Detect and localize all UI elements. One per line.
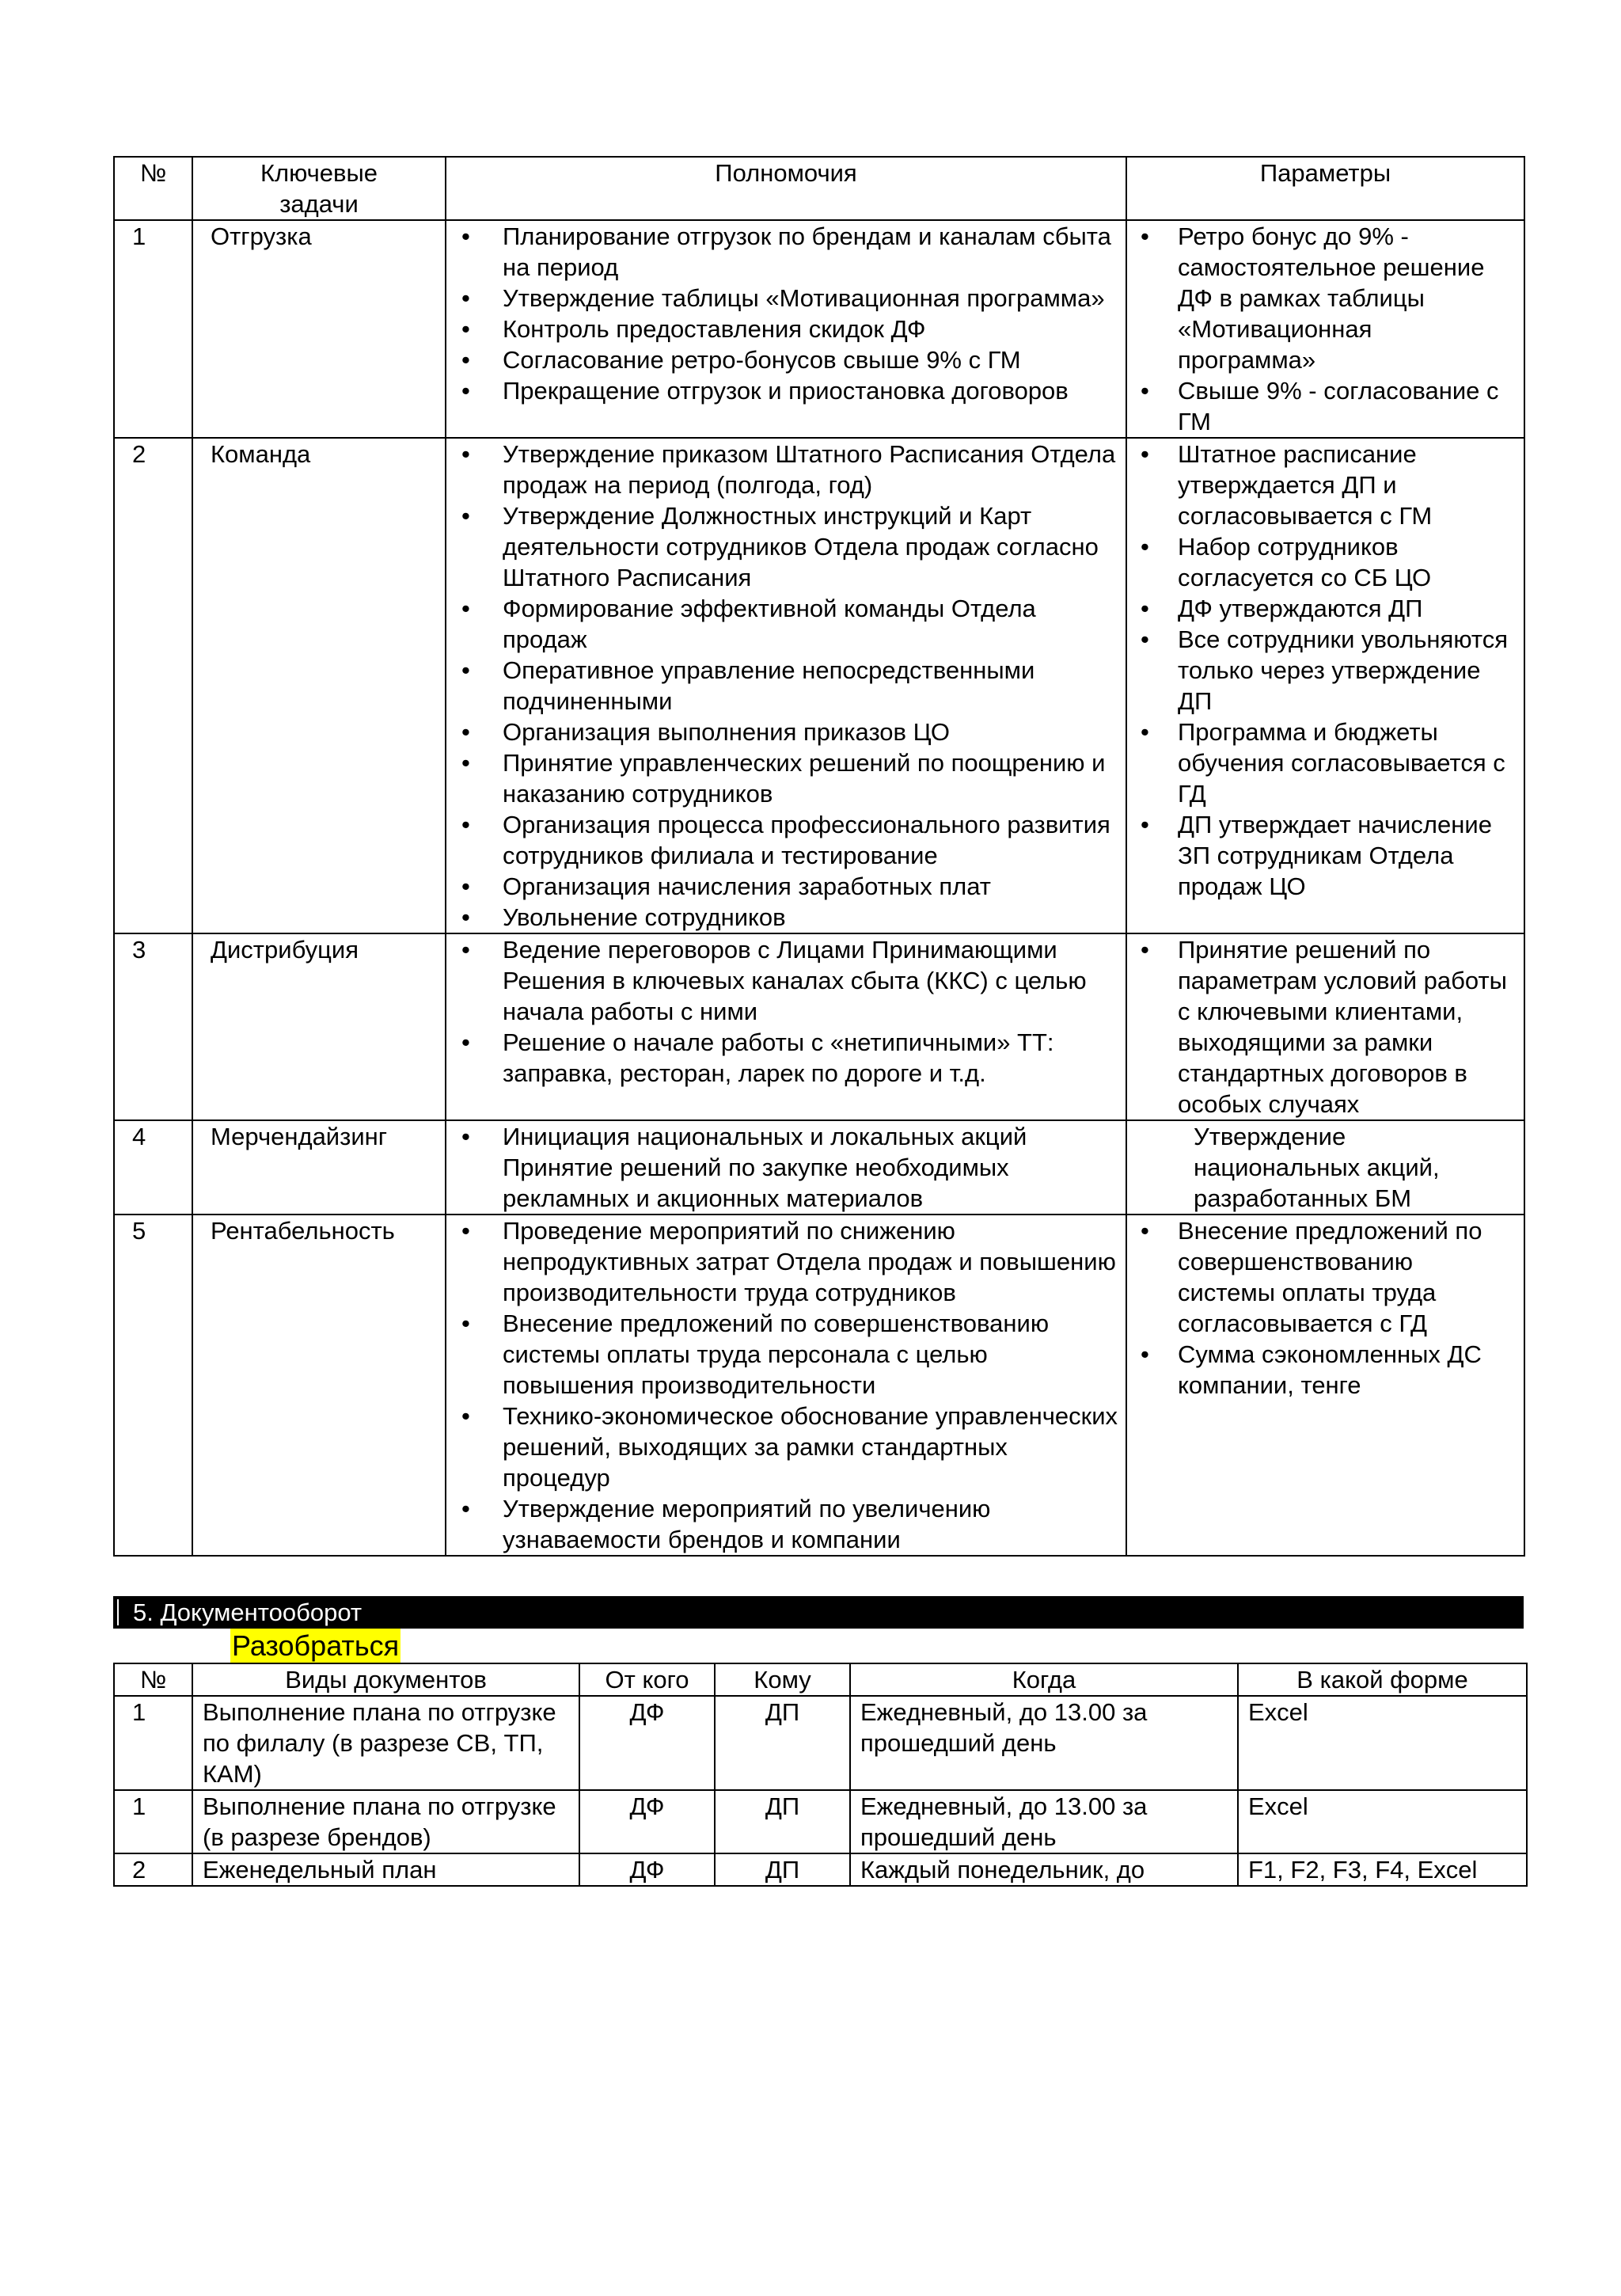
powers-item: • Организация начисления заработных плат [446, 871, 1118, 902]
document-from: ДФ [579, 1790, 715, 1853]
row-number: 1 [114, 220, 192, 438]
powers-item: • Организация процесса профессионального развития сотрудников филиала и тестирование [446, 809, 1118, 871]
powers-item: • Формирование эффективной команды Отдела продаж [446, 593, 1118, 655]
highlight-line [113, 1629, 1524, 1663]
row-number: 5 [114, 1215, 192, 1556]
table-row [114, 1120, 1524, 1215]
row-number: 2 [114, 438, 192, 933]
key-task: Отгрузка [192, 220, 446, 438]
header-from: От кого [579, 1663, 715, 1696]
document-page [113, 156, 1524, 1887]
powers-item: • Решение о начале работы с «нетипичными» ТТ: заправка, ресторан, ларек по дороге и т.д. [446, 1027, 1118, 1089]
header-powers: Полномочия [446, 157, 1126, 220]
powers-item: • Контроль предоставления скидок ДФ [446, 314, 1118, 344]
document-when: Ежедневный, до 13.00 за прошедший день [850, 1696, 1238, 1790]
header-parameters: Параметры [1126, 157, 1524, 220]
key-task: Дистрибуция [192, 933, 446, 1120]
document-when: Каждый понедельник, до [850, 1853, 1238, 1886]
highlighted-note: Разобраться [232, 1629, 400, 1662]
powers-cell [446, 1215, 1126, 1556]
powers-item: • Согласование ретро-бонусов свыше 9% с ГМ [446, 344, 1118, 375]
document-from: ДФ [579, 1853, 715, 1886]
parameters-item: • Свыше 9% - согласование с ГМ [1127, 375, 1516, 437]
parameters-list [1127, 1215, 1516, 1401]
powers-list [446, 221, 1118, 406]
parameters-item: • Принятие решений по параметрам условий работы с ключевыми клиентами, выходящими за рамки стандартных договоров в особых случаях [1127, 934, 1516, 1119]
table-header-row [114, 1663, 1527, 1696]
parameters-list [1127, 439, 1516, 902]
key-task: Мерчендайзинг [192, 1120, 446, 1215]
powers-item: • Увольнение сотрудников [446, 902, 1118, 933]
document-when: Ежедневный, до 13.00 за прошедший день [850, 1790, 1238, 1853]
powers-list [446, 1215, 1118, 1555]
parameters-item: • Ретро бонус до 9% - самостоятельное решение ДФ в рамках таблицы «Мотивационная программа» [1127, 221, 1516, 375]
powers-list [446, 439, 1118, 933]
powers-item: • Утверждение мероприятий по увеличению узнаваемости брендов и компании [446, 1493, 1118, 1555]
powers-item: • Проведение мероприятий по снижению непродуктивных затрат Отдела продаж и повышению производительности труда сотрудников [446, 1215, 1118, 1308]
parameters-item: • Программа и бюджеты обучения согласовывается с ГД [1127, 717, 1516, 809]
header-to: Кому [715, 1663, 850, 1696]
header-form: В какой форме [1238, 1663, 1527, 1696]
document-form: Excel [1238, 1696, 1527, 1790]
header-number: № [114, 157, 192, 220]
table-row [114, 1215, 1524, 1556]
powers-item: • Утверждение приказом Штатного Расписания Отдела продаж на период (полгода, год) [446, 439, 1118, 500]
table-row [114, 1696, 1527, 1790]
document-to: ДП [715, 1696, 850, 1790]
powers-item: • Принятие управленческих решений по поощрению и наказанию сотрудников [446, 747, 1118, 809]
key-task: Команда [192, 438, 446, 933]
row-number: 3 [114, 933, 192, 1120]
table-row [114, 933, 1524, 1120]
parameters-item: • ДФ утверждаются ДП [1127, 593, 1516, 624]
parameters-item: • Набор сотрудников согласуется со СБ ЦО [1127, 531, 1516, 593]
powers-item: • Планирование отгрузок по брендам и каналам сбыта на период [446, 221, 1118, 283]
document-type: Выполнение плана по отгрузке по филалу (в разрезе СВ, ТП, КАМ) [192, 1696, 579, 1790]
header-key-tasks: Ключевые задачи [192, 157, 446, 220]
parameters-cell [1126, 438, 1524, 933]
powers-cell [446, 933, 1126, 1120]
parameters-item: • ДП утверждает начисление ЗП сотрудникам Отдела продаж ЦО [1127, 809, 1516, 902]
section-header: 5. Документооборот [113, 1596, 1524, 1629]
parameters-list [1127, 221, 1516, 437]
row-number: 4 [114, 1120, 192, 1215]
powers-item: • Внесение предложений по совершенствованию системы оплаты труда персонала с целью повышения производительности [446, 1308, 1118, 1401]
document-type: Еженедельный план [192, 1853, 579, 1886]
document-flow-table [113, 1663, 1528, 1887]
powers-item: • Оперативное управление непосредственными подчиненными [446, 655, 1118, 717]
header-when: Когда [850, 1663, 1238, 1696]
powers-cell [446, 220, 1126, 438]
powers-item: • Технико-экономическое обоснование управленческих решений, выходящих за рамки стандартных процедур [446, 1401, 1118, 1493]
document-to: ДП [715, 1853, 850, 1886]
authority-table [113, 156, 1525, 1557]
row-number: 1 [114, 1696, 192, 1790]
document-to: ДП [715, 1790, 850, 1853]
document-form: Excel [1238, 1790, 1527, 1853]
parameters-cell [1126, 933, 1524, 1120]
powers-list [446, 1121, 1118, 1214]
row-number: 2 [114, 1853, 192, 1886]
parameters-item: • Внесение предложений по совершенствованию системы оплаты труда согласовывается с ГД [1127, 1215, 1516, 1339]
powers-item: • Инициация национальных и локальных акций Принятие решений по закупке необходимых рекламных и акционных материалов [446, 1121, 1118, 1214]
powers-list [446, 934, 1118, 1089]
powers-item: • Ведение переговоров с Лицами Принимающими Решения в ключевых каналах сбыта (ККС) с целью начала работы с ними [446, 934, 1118, 1027]
parameters-cell: Утверждение национальных акций, разработанных БМ [1126, 1120, 1524, 1215]
parameters-list [1127, 934, 1516, 1119]
document-type: Выполнение плана по отгрузке (в разрезе брендов) [192, 1790, 579, 1853]
powers-item: • Организация выполнения приказов ЦО [446, 717, 1118, 747]
key-task: Рентабельность [192, 1215, 446, 1556]
header-document-types: Виды документов [192, 1663, 579, 1696]
document-from: ДФ [579, 1696, 715, 1790]
parameters-cell [1126, 220, 1524, 438]
table-header-row [114, 157, 1524, 220]
document-form: F1, F2, F3, F4, Excel [1238, 1853, 1527, 1886]
table-row [114, 1853, 1527, 1886]
row-number: 1 [114, 1790, 192, 1853]
parameters-item: • Сумма сэкономленных ДС компании, тенге [1127, 1339, 1516, 1401]
table-row [114, 438, 1524, 933]
table-row [114, 1790, 1527, 1853]
parameters-item: • Все сотрудники увольняются только через утверждение ДП [1127, 624, 1516, 717]
powers-cell [446, 1120, 1126, 1215]
powers-item: • Прекращение отгрузок и приостановка договоров [446, 375, 1118, 406]
header-number: № [114, 1663, 192, 1696]
parameters-cell [1126, 1215, 1524, 1556]
parameters-item: • Штатное расписание утверждается ДП и согласовывается с ГМ [1127, 439, 1516, 531]
powers-cell [446, 438, 1126, 933]
powers-item: • Утверждение Должностных инструкций и Карт деятельности сотрудников Отдела продаж согласно Штатного Расписания [446, 500, 1118, 593]
powers-item: • Утверждение таблицы «Мотивационная программа» [446, 283, 1118, 314]
table-row [114, 220, 1524, 438]
